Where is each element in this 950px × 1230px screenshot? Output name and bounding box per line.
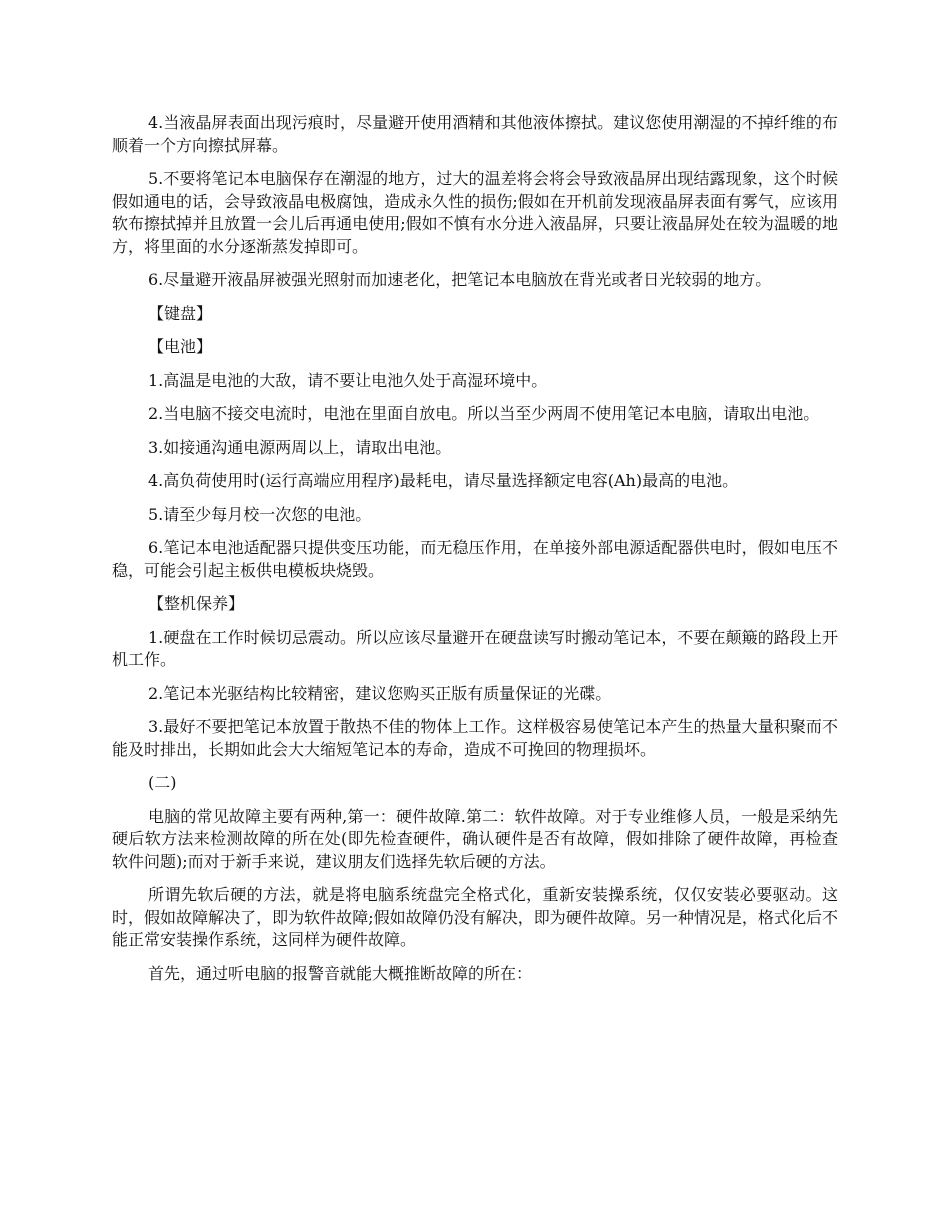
paragraph-battery-tip-2: 2.当电脑不接交电流时，电池在里面自放电。所以当至少两周不使用笔记本电脑，请取出电池。 [148,404,820,423]
section-heading-part-two: (二) [148,773,177,792]
paragraph-maintenance-tip-3: 3.最好不要把笔记本放置于散热不佳的物体上工作。这样极容易使笔记本产生的热量大量积聚而不能及时排出，长期如此会大大缩短笔记本的寿命，造成不可挽回的物理损坏。 [112,717,838,759]
paragraph-battery-tip-5: 5.请至少每月校一次您的电池。 [148,504,372,524]
paragraph-battery-tip-3: 3.如接通沟通电源两周以上，请取出电池。 [148,437,452,457]
paragraph-beep-diagnosis: 首先，通过听电脑的报警音就能大概推断故障的所在： [148,963,533,983]
paragraph-battery-tip-4: 4.高负荷使用时(运行高端应用程序)最耗电，请尽量选择额定电容(Ah)最高的电池。 [148,471,739,490]
paragraph-maintenance-tip-1: 1.硬盘在工作时候切忌震动。所以应该尽量避开在硬盘读写时搬动笔记本，不要在颠簸的路段上开机工作。 [112,627,838,669]
section-heading-maintenance: 【整机保养】 [148,594,245,613]
paragraph-maintenance-tip-2: 2.笔记本光驱结构比较精密，建议您购买正版有质量保证的光碟。 [148,683,612,703]
paragraph-soft-then-hard: 所谓先软后硬的方法，就是将电脑系统盘完全格式化，重新安装操系统，仅仅安装必要驱动。这时，假如故障解决了，即为软件故障;假如故障仍没有解决，即为硬件故障。另一种情况是，格式化后不能正常安装操作系统，这同样为硬件故障。 [112,885,838,949]
section-heading-keyboard: 【键盘】 [148,303,213,323]
paragraph-battery-tip-6: 6.笔记本电池适配器只提供变压功能，而无稳压作用，在单接外部电源适配器供电时，假如电压不稳，可能会引起主板供电模板块烧毁。 [112,538,838,580]
paragraph-battery-tip-1: 1.高温是电池的大敌，请不要让电池久处于高湿环境中。 [148,370,548,390]
section-heading-battery: 【电池】 [148,337,213,356]
paragraph-lcd-tip-5: 5.不要将笔记本电脑保存在潮湿的地方，过大的温差将会将会导致液晶屏出现结露现象，这个时候假如通电的话，会导致液晶电极腐蚀，造成永久性的损伤;假如在开机前发现液晶屏表面有雾气，应该用软布擦拭掉并且放置一会儿后再通电使用;假如不慎有水分进入液晶屏，只要让液晶屏处在较为温暖的地方，将里面的水分逐渐蒸发掉即可。 [112,169,838,256]
paragraph-lcd-tip-6: 6.尽量避开液晶屏被强光照射而加速老化，把笔记本电脑放在背光或者日光较弱的地方。 [148,270,772,289]
paragraph-fault-types: 电脑的常见故障主要有两种,第一：硬件故障.第二：软件故障。对于专业维修人员，一般是采纳先硬后软方法来检测故障的所在处(即先检查硬件，确认硬件是否有故障，假如排除了硬件故障，再检查软件问题);而对于新手来说，建议朋友们选择先软后硬的方法。 [112,806,838,871]
paragraph-lcd-tip-4: 4.当液晶屏表面出现污痕时，尽量避开使用酒精和其他液体擦拭。建议您使用潮湿的不掉纤维的布顺着一个方向擦拭屏幕。 [112,113,838,155]
